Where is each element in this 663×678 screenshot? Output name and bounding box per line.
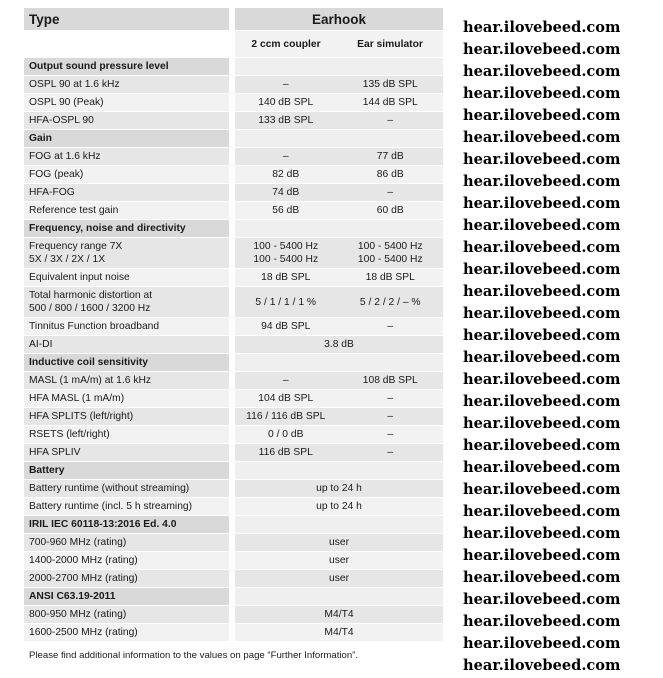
table-row bbox=[24, 534, 443, 552]
watermark-line: hear.ilovebeed.com bbox=[463, 151, 621, 168]
section-header-fill bbox=[232, 130, 443, 148]
row-value-simulator bbox=[337, 238, 443, 269]
watermark-line: hear.ilovebeed.com bbox=[463, 349, 621, 366]
row-label bbox=[24, 552, 232, 570]
value-text: – bbox=[387, 187, 394, 198]
row-label-text: HFA MASL (1 mA/m) bbox=[29, 393, 125, 404]
value-text: – bbox=[282, 79, 289, 90]
section-header-row bbox=[24, 130, 443, 148]
value-text: 100 - 5400 Hz bbox=[357, 241, 423, 252]
row-label bbox=[24, 287, 232, 318]
row-value-coupler bbox=[232, 148, 337, 166]
row-label bbox=[24, 498, 232, 516]
value-text: 108 dB SPL bbox=[362, 375, 418, 386]
section-header-row bbox=[24, 588, 443, 606]
row-value-coupler bbox=[232, 390, 337, 408]
table-row bbox=[24, 444, 443, 462]
watermark-line: hear.ilovebeed.com bbox=[463, 19, 621, 36]
row-label-text-line2: 5X / 3X / 2X / 1X bbox=[29, 254, 106, 265]
table-row bbox=[24, 390, 443, 408]
watermark-line: hear.ilovebeed.com bbox=[463, 525, 621, 542]
row-label-text: HFA-OSPL 90 bbox=[29, 115, 94, 126]
row-label-text: Frequency range 7X bbox=[29, 241, 123, 252]
value-text: 77 dB bbox=[376, 151, 404, 162]
table-row bbox=[24, 552, 443, 570]
row-label-text: Total harmonic distortion at bbox=[29, 290, 153, 301]
watermark-line: hear.ilovebeed.com bbox=[463, 459, 621, 476]
row-value-simulator bbox=[337, 166, 443, 184]
row-value-coupler bbox=[232, 184, 337, 202]
section-title: Battery bbox=[24, 462, 232, 480]
section-header-fill bbox=[232, 516, 443, 534]
row-label bbox=[24, 624, 232, 642]
watermark-line: hear.ilovebeed.com bbox=[463, 327, 621, 344]
watermark-line: hear.ilovebeed.com bbox=[463, 129, 621, 146]
row-value-shared: up to 24 h bbox=[232, 480, 443, 498]
value-text: – bbox=[282, 375, 289, 386]
section-header-fill bbox=[232, 58, 443, 76]
value-text: – bbox=[282, 151, 289, 162]
watermark-column bbox=[463, 17, 659, 677]
row-value-simulator bbox=[337, 390, 443, 408]
row-value-simulator bbox=[337, 94, 443, 112]
row-label bbox=[24, 570, 232, 588]
row-label bbox=[24, 112, 232, 130]
row-value-simulator bbox=[337, 287, 443, 318]
value-text: 18 dB SPL bbox=[261, 272, 311, 283]
watermark-line: hear.ilovebeed.com bbox=[463, 437, 621, 454]
row-label bbox=[24, 148, 232, 166]
spec-table bbox=[24, 8, 443, 642]
section-header-row bbox=[24, 354, 443, 372]
watermark-line: hear.ilovebeed.com bbox=[463, 305, 621, 322]
row-label-text: RSETS (left/right) bbox=[29, 429, 110, 440]
table-row bbox=[24, 570, 443, 588]
row-label-text: 700-960 MHz (rating) bbox=[29, 537, 127, 548]
watermark-line: hear.ilovebeed.com bbox=[463, 481, 621, 498]
row-label-text-line2: 500 / 800 / 1600 / 3200 Hz bbox=[29, 303, 151, 314]
row-value-coupler bbox=[232, 76, 337, 94]
section-header-row bbox=[24, 220, 443, 238]
table-row bbox=[24, 76, 443, 94]
row-label bbox=[24, 336, 232, 354]
value-text: 82 dB bbox=[272, 169, 300, 180]
table-row bbox=[24, 426, 443, 444]
table-row bbox=[24, 238, 443, 269]
watermark-line: hear.ilovebeed.com bbox=[463, 371, 621, 388]
spec-table-body bbox=[24, 8, 443, 642]
row-label bbox=[24, 238, 232, 269]
row-label bbox=[24, 76, 232, 94]
row-label bbox=[24, 444, 232, 462]
row-value-shared: 3.8 dB bbox=[232, 336, 443, 354]
section-header-fill bbox=[232, 220, 443, 238]
section-title: Inductive coil sensitivity bbox=[24, 354, 232, 372]
row-value-simulator bbox=[337, 112, 443, 130]
row-label bbox=[24, 269, 232, 287]
value-text: – bbox=[387, 411, 394, 422]
watermark-line: hear.ilovebeed.com bbox=[463, 63, 621, 80]
value-text-line2: 100 - 5400 Hz bbox=[357, 254, 423, 265]
value-text: 0 / 0 dB bbox=[268, 429, 304, 440]
section-title: Gain bbox=[24, 130, 232, 148]
section-header-fill bbox=[232, 354, 443, 372]
column-header-blank bbox=[24, 31, 232, 58]
value-text: 18 dB SPL bbox=[365, 272, 415, 283]
row-value-simulator bbox=[337, 444, 443, 462]
row-value-coupler bbox=[232, 287, 337, 318]
watermark-line: hear.ilovebeed.com bbox=[463, 635, 621, 652]
row-value-coupler bbox=[232, 166, 337, 184]
watermark-line: hear.ilovebeed.com bbox=[463, 239, 621, 256]
row-value-coupler bbox=[232, 94, 337, 112]
row-value-coupler bbox=[232, 408, 337, 426]
product-header: Earhook bbox=[232, 8, 443, 31]
row-value-shared: M4/T4 bbox=[232, 624, 443, 642]
value-text: 5 / 1 / 1 / 1 % bbox=[255, 296, 317, 308]
footnote: Please find additional information to the values on page “Further Information”. bbox=[29, 650, 359, 661]
row-label-text: HFA SPLIV bbox=[29, 447, 81, 458]
column-header-row bbox=[24, 31, 443, 58]
value-text: 116 / 116 dB SPL bbox=[246, 411, 326, 422]
watermark-line: hear.ilovebeed.com bbox=[463, 217, 621, 234]
row-value-shared: M4/T4 bbox=[232, 606, 443, 624]
row-label-text: 1400-2000 MHz (rating) bbox=[29, 555, 138, 566]
row-value-coupler bbox=[232, 112, 337, 130]
watermark-line: hear.ilovebeed.com bbox=[463, 173, 621, 190]
row-label-text: Reference test gain bbox=[29, 205, 119, 216]
row-value-simulator bbox=[337, 76, 443, 94]
row-label bbox=[24, 202, 232, 220]
row-value-simulator bbox=[337, 372, 443, 390]
table-row bbox=[24, 318, 443, 336]
table-row bbox=[24, 287, 443, 318]
table-row bbox=[24, 112, 443, 130]
watermark-line: hear.ilovebeed.com bbox=[463, 85, 621, 102]
section-title: Frequency, noise and directivity bbox=[24, 220, 232, 238]
watermark-line: hear.ilovebeed.com bbox=[463, 107, 621, 124]
row-label-text: AI-DI bbox=[29, 339, 53, 350]
row-value-simulator bbox=[337, 184, 443, 202]
table-row bbox=[24, 498, 443, 516]
value-text: 5 / 2 / 2 / – % bbox=[359, 296, 421, 308]
watermark-line: hear.ilovebeed.com bbox=[463, 569, 621, 586]
watermark-line: hear.ilovebeed.com bbox=[463, 41, 621, 58]
row-value-simulator bbox=[337, 148, 443, 166]
row-label bbox=[24, 390, 232, 408]
row-value-coupler bbox=[232, 318, 337, 336]
watermark-line: hear.ilovebeed.com bbox=[463, 393, 621, 410]
column-header-simulator: Ear simulator bbox=[337, 31, 443, 58]
value-text: 100 - 5400 Hz bbox=[253, 241, 319, 252]
row-label-text: HFA-FOG bbox=[29, 187, 75, 198]
row-label-text: HFA SPLITS (left/right) bbox=[29, 411, 134, 422]
section-title: Output sound pressure level bbox=[24, 58, 232, 76]
row-label-text: Battery runtime (incl. 5 h streaming) bbox=[29, 501, 193, 512]
value-text: – bbox=[387, 429, 394, 440]
watermark-line: hear.ilovebeed.com bbox=[463, 613, 621, 630]
row-label-text: Tinnitus Function broadband bbox=[29, 321, 160, 332]
row-label-text: OSPL 90 (Peak) bbox=[29, 97, 104, 108]
value-text: 94 dB SPL bbox=[261, 321, 311, 332]
value-text: 86 dB bbox=[376, 169, 404, 180]
table-row bbox=[24, 184, 443, 202]
section-header-row bbox=[24, 58, 443, 76]
value-text: 135 dB SPL bbox=[362, 79, 418, 90]
value-text: – bbox=[387, 393, 394, 404]
row-value-simulator bbox=[337, 202, 443, 220]
table-row bbox=[24, 148, 443, 166]
table-row bbox=[24, 480, 443, 498]
table-row bbox=[24, 202, 443, 220]
type-header: Type bbox=[24, 8, 232, 31]
row-value-coupler bbox=[232, 426, 337, 444]
value-text: 56 dB bbox=[272, 205, 300, 216]
row-label-text: FOG at 1.6 kHz bbox=[29, 151, 101, 162]
value-text: – bbox=[387, 115, 394, 126]
watermark-line: hear.ilovebeed.com bbox=[463, 547, 621, 564]
row-label bbox=[24, 184, 232, 202]
row-label bbox=[24, 408, 232, 426]
row-value-coupler bbox=[232, 238, 337, 269]
row-label-text: 2000-2700 MHz (rating) bbox=[29, 573, 138, 584]
watermark-line: hear.ilovebeed.com bbox=[463, 591, 621, 608]
row-label bbox=[24, 372, 232, 390]
row-value-shared: user bbox=[232, 570, 443, 588]
row-label-text: FOG (peak) bbox=[29, 169, 84, 180]
table-row bbox=[24, 336, 443, 354]
row-value-coupler bbox=[232, 372, 337, 390]
row-value-shared: up to 24 h bbox=[232, 498, 443, 516]
value-text: – bbox=[387, 321, 394, 332]
section-header-fill bbox=[232, 588, 443, 606]
section-title: ANSI C63.19-2011 bbox=[24, 588, 232, 606]
table-header-row bbox=[24, 8, 443, 31]
table-row bbox=[24, 624, 443, 642]
watermark-line: hear.ilovebeed.com bbox=[463, 261, 621, 278]
row-label-text: MASL (1 mA/m) at 1.6 kHz bbox=[29, 375, 152, 386]
row-label bbox=[24, 534, 232, 552]
row-value-simulator bbox=[337, 269, 443, 287]
watermark-line: hear.ilovebeed.com bbox=[463, 195, 621, 212]
section-header-row bbox=[24, 516, 443, 534]
column-header-coupler: 2 ccm coupler bbox=[232, 31, 337, 58]
row-label bbox=[24, 166, 232, 184]
row-label-text: OSPL 90 at 1.6 kHz bbox=[29, 79, 120, 90]
row-value-simulator bbox=[337, 408, 443, 426]
watermark-line: hear.ilovebeed.com bbox=[463, 503, 621, 520]
value-text: 144 dB SPL bbox=[362, 97, 418, 108]
value-text: 104 dB SPL bbox=[258, 393, 314, 404]
row-value-coupler bbox=[232, 444, 337, 462]
section-title: IRIL IEC 60118-13:2016 Ed. 4.0 bbox=[24, 516, 232, 534]
section-header-fill bbox=[232, 462, 443, 480]
row-label-text: 1600-2500 MHz (rating) bbox=[29, 627, 138, 638]
row-value-simulator bbox=[337, 318, 443, 336]
table-row bbox=[24, 606, 443, 624]
value-text: – bbox=[387, 447, 394, 458]
row-label-text: 800-950 MHz (rating) bbox=[29, 609, 127, 620]
row-label-text: Equivalent input noise bbox=[29, 272, 130, 283]
row-label bbox=[24, 480, 232, 498]
watermark-line: hear.ilovebeed.com bbox=[463, 657, 621, 674]
table-row bbox=[24, 94, 443, 112]
value-text: 116 dB SPL bbox=[258, 447, 313, 458]
row-label bbox=[24, 94, 232, 112]
value-text: 74 dB bbox=[272, 187, 300, 198]
table-row bbox=[24, 408, 443, 426]
row-label bbox=[24, 318, 232, 336]
row-label bbox=[24, 606, 232, 624]
watermark-line: hear.ilovebeed.com bbox=[463, 283, 621, 300]
row-label bbox=[24, 426, 232, 444]
section-header-row bbox=[24, 462, 443, 480]
row-value-shared: user bbox=[232, 534, 443, 552]
value-text: 140 dB SPL bbox=[258, 97, 314, 108]
watermark-line: hear.ilovebeed.com bbox=[463, 415, 621, 432]
value-text: 133 dB SPL bbox=[258, 115, 314, 126]
row-value-shared: user bbox=[232, 552, 443, 570]
table-row bbox=[24, 269, 443, 287]
row-label-text: Battery runtime (without streaming) bbox=[29, 483, 190, 494]
row-value-simulator bbox=[337, 426, 443, 444]
table-row bbox=[24, 372, 443, 390]
value-text: 60 dB bbox=[376, 205, 404, 216]
value-text-line2: 100 - 5400 Hz bbox=[253, 254, 319, 265]
row-value-coupler bbox=[232, 202, 337, 220]
table-row bbox=[24, 166, 443, 184]
row-value-coupler bbox=[232, 269, 337, 287]
